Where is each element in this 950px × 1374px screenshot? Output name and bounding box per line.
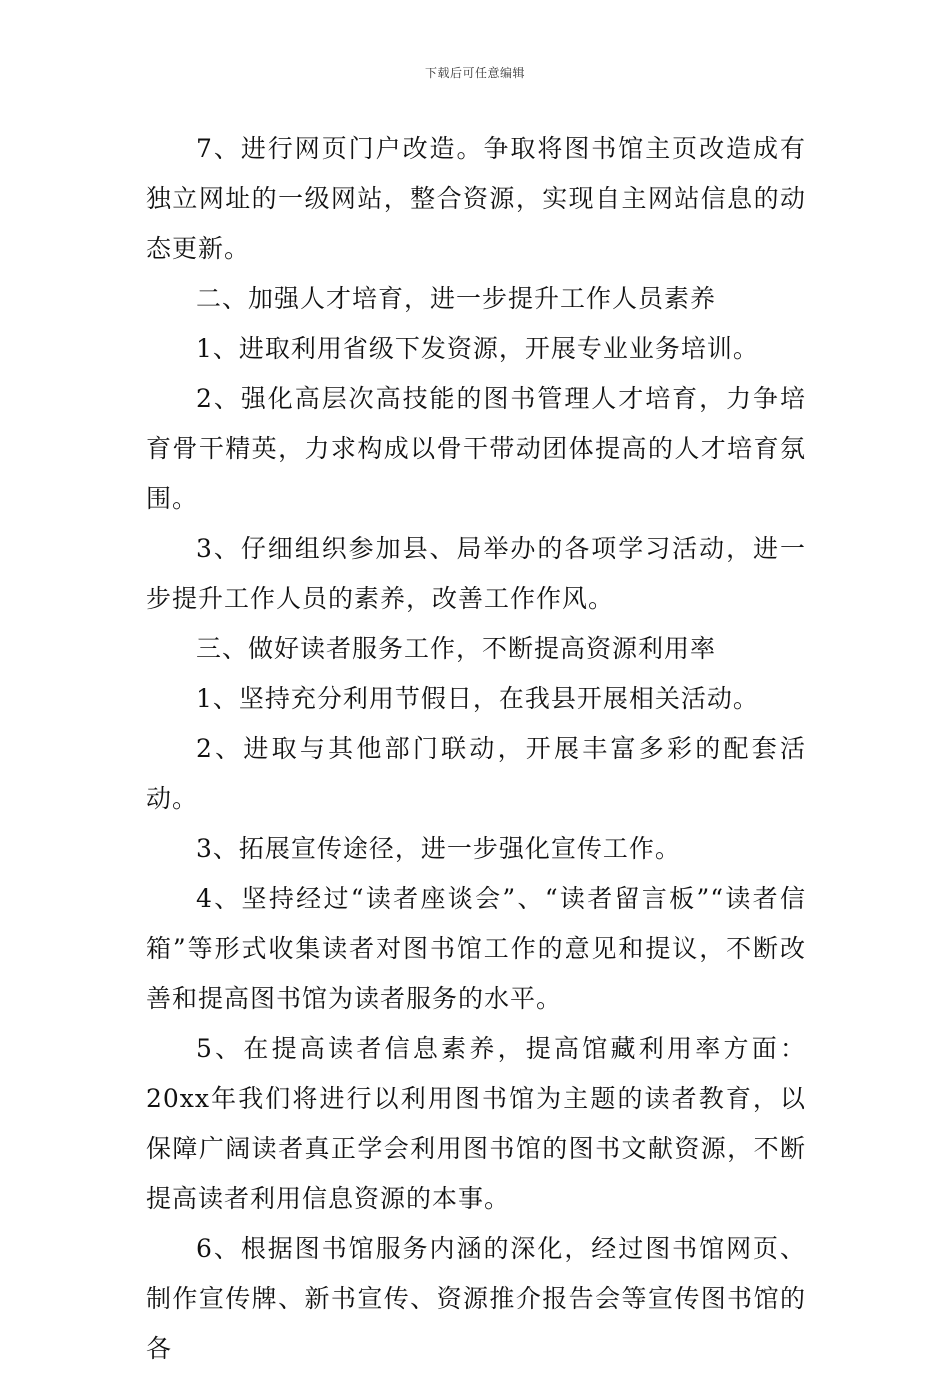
paragraph-service-3: 3、拓展宣传途径，进一步强化宣传工作。 — [196, 834, 681, 863]
page-header-note: 下载后可任意编辑 — [424, 66, 525, 80]
paragraph-talent-1: 1、进取利用省级下发资源，开展专业业务培训。 — [196, 334, 759, 363]
paragraph-service-4: 4、坚持经过“读者座谈会”、“读者留言板”“读者信箱”等形式收集读者对图书馆工作的意见和提议，不断改善和提高图书馆为读者服务的水平。 — [146, 884, 806, 1013]
paragraph-service-5: 5、在提高读者信息素养，提高馆藏利用率方面：20xx年我们将进行以利用图书馆为主题的读者教育，以保障广阔读者真正学会利用图书馆的图书文献资源，不断提高读者利用信息资源的本事。 — [146, 1034, 806, 1213]
paragraph-service-1: 1、坚持充分利用节假日，在我县开展相关活动。 — [196, 684, 759, 713]
section-heading-talent: 二、加强人才培育，进一步提升工作人员素养 — [196, 284, 717, 313]
document-body — [146, 124, 806, 1374]
paragraph-7-web-portal: 7、进行网页门户改造。争取将图书馆主页改造成有独立网址的一级网站，整合资源，实现自主网站信息的动态更新。 — [146, 134, 806, 263]
paragraph-service-6: 6、根据图书馆服务内涵的深化，经过图书馆网页、制作宣传牌、新书宣传、资源推介报告会等宣传图书馆的各 — [146, 1234, 806, 1363]
paragraph-service-2: 2、进取与其他部门联动，开展丰富多彩的配套活动。 — [146, 734, 806, 813]
paragraph-talent-3: 3、仔细组织参加县、局举办的各项学习活动，进一步提升工作人员的素养，改善工作作风。 — [146, 534, 806, 613]
paragraph-talent-2: 2、强化高层次高技能的图书管理人才培育，力争培育骨干精英，力求构成以骨干带动团体提高的人才培育氛围。 — [146, 384, 806, 513]
section-heading-reader-service: 三、做好读者服务工作，不断提高资源利用率 — [196, 634, 717, 663]
